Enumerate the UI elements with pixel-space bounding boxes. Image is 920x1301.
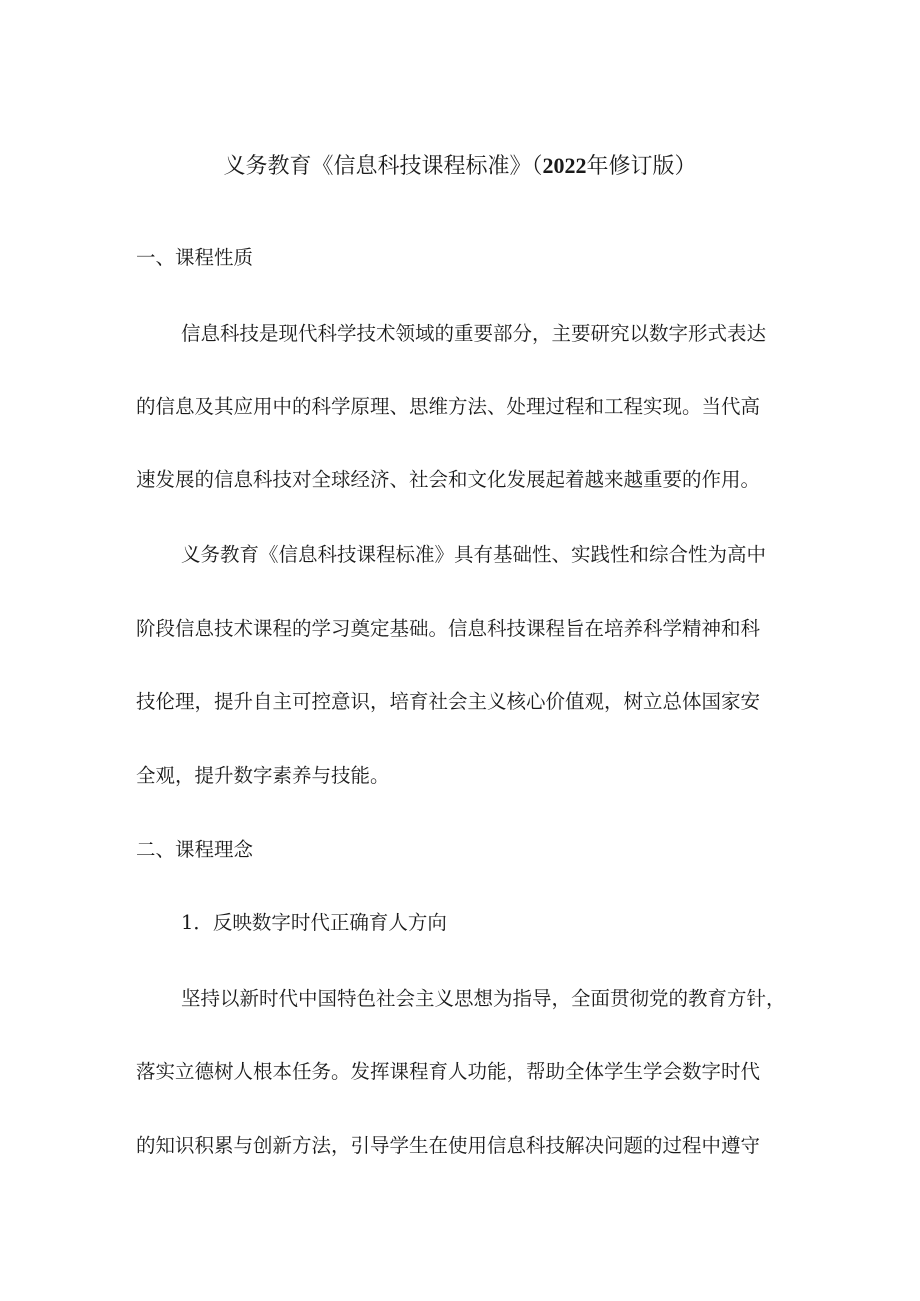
paragraph-line: 阶段信息技术课程的学习奠定基础。信息科技课程旨在培养科学精神和科 [136, 617, 761, 640]
title-text-before: 义务教育《信息科技课程标准》（ [223, 154, 543, 179]
paragraph-line: 的信息及其应用中的科学原理、思维方法、处理过程和工程实现。当代高 [136, 395, 761, 418]
section-heading-philosophy: 二、课程理念 [136, 838, 254, 861]
document-title [0, 150, 920, 183]
paragraph-line: 信息科技是现代科学技术领域的重要部分，主要研究以数字形式表达 [181, 322, 767, 345]
title-text-after: 年修订版） [586, 154, 697, 179]
paragraph-line: 义务教育《信息科技课程标准》具有基础性、实践性和综合性为高中 [181, 543, 767, 566]
paragraph-line: 的知识积累与创新方法，引导学生在使用信息科技解决问题的过程中遵守 [136, 1134, 761, 1157]
subsection-heading: 1．反映数字时代正确育人方向 [181, 911, 447, 934]
paragraph-line: 坚持以新时代中国特色社会主义思想为指导，全面贯彻党的教育方针， [181, 987, 786, 1010]
paragraph-line: 落实立德树人根本任务。发挥课程育人功能，帮助全体学生学会数字时代 [136, 1060, 761, 1083]
paragraph-line: 速发展的信息科技对全球经济、社会和文化发展起着越来越重要的作用。 [136, 468, 761, 491]
paragraph-line: 技伦理，提升自主可控意识，培育社会主义核心价值观，树立总体国家安 [136, 690, 761, 713]
section-heading-nature: 一、课程性质 [136, 246, 254, 269]
title-year: 2022 [542, 153, 587, 178]
paragraph-line: 全观，提升数字素养与技能。 [136, 764, 390, 787]
